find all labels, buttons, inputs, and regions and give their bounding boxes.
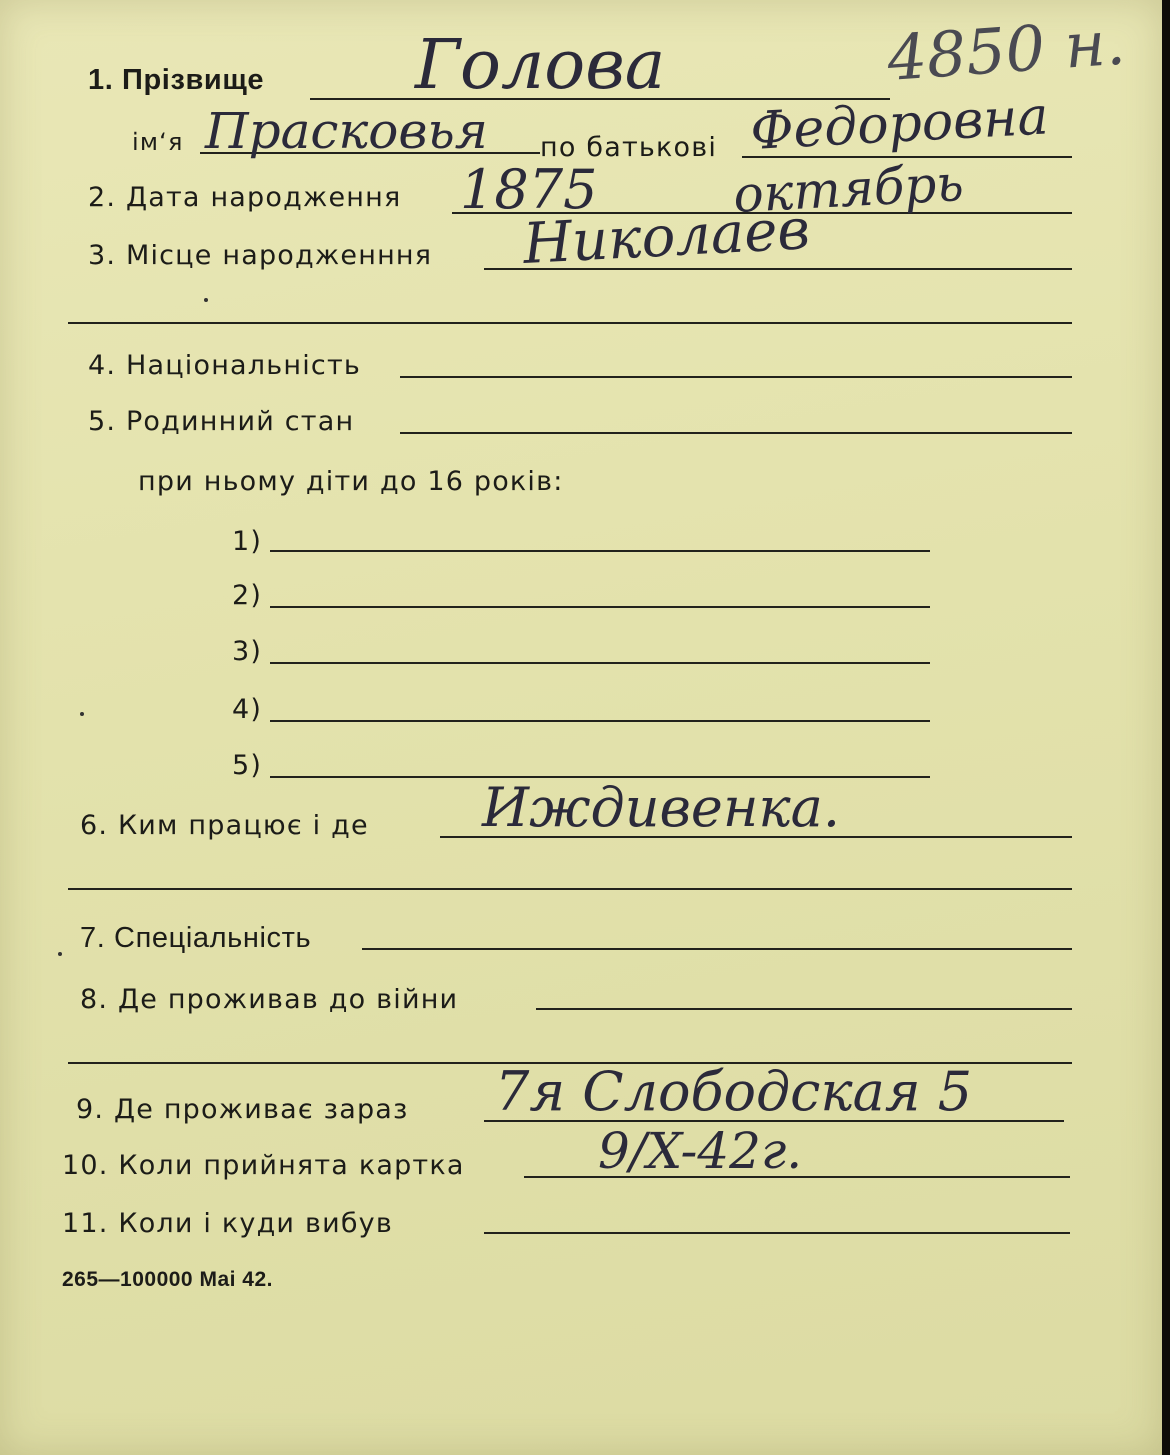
surname-value: Голова: [415, 26, 666, 105]
current-residence-value: 7я Слободская 5: [495, 1060, 973, 1123]
card-date-value: 9/X-42г.: [598, 1122, 803, 1180]
print-code: 265—100000 Mai 42.: [62, 1268, 273, 1291]
patronymic-value: Федоровна: [748, 86, 1050, 162]
nationality-label: 4. Національність: [88, 350, 361, 381]
ink-dot: [80, 712, 84, 716]
work-line-2: [68, 888, 1072, 890]
birth-month-value: октябрь: [731, 154, 965, 224]
birth-date-label: 2. Дата народження: [88, 182, 402, 213]
child-2-label: 2): [232, 580, 263, 611]
prewar-residence-label: 8. Де проживав до війни: [80, 984, 459, 1015]
departure-label: 11. Коли і куди вибув: [62, 1208, 393, 1239]
current-residence-label: 9. Де проживає зараз: [76, 1094, 409, 1125]
first-name-label: ім‘я: [132, 128, 184, 156]
nationality-line: [400, 376, 1072, 378]
marital-status-label: 5. Родинний стан: [88, 406, 355, 437]
record-number: 4850 н.: [884, 5, 1128, 96]
birthplace-value: Николаев: [521, 197, 812, 277]
marital-status-line: [400, 432, 1072, 434]
prewar-residence-line: [536, 1008, 1072, 1010]
surname-label: 1. Прізвище: [88, 64, 265, 96]
card-date-label: 10. Коли прийнята картка: [62, 1150, 465, 1181]
child-3-line: [270, 662, 930, 664]
child-5-label: 5): [232, 750, 263, 781]
card-edge: [1162, 0, 1170, 1455]
children-label: при ньому діти до 16 років:: [138, 466, 564, 497]
child-4-label: 4): [232, 694, 263, 725]
child-1-line: [270, 550, 930, 552]
ink-dot: [58, 952, 62, 956]
birthplace-label: 3. Місце народженння: [88, 240, 433, 271]
work-value: Иждивенка.: [482, 776, 841, 839]
child-2-line: [270, 606, 930, 608]
child-4-line: [270, 720, 930, 722]
first-name-value: Прасковья: [205, 102, 488, 160]
birth-year-value: 1875: [460, 158, 598, 221]
work-label: 6. Ким працює і де: [80, 810, 369, 841]
patronymic-label: по батькові: [540, 132, 718, 163]
child-1-label: 1): [232, 526, 263, 557]
child-3-label: 3): [232, 636, 263, 667]
birthplace-line-2: [68, 322, 1072, 324]
specialty-label: 7. Спеціальність: [80, 922, 312, 954]
ink-dot: [204, 298, 208, 302]
specialty-line: [362, 948, 1072, 950]
departure-line: [484, 1232, 1070, 1234]
